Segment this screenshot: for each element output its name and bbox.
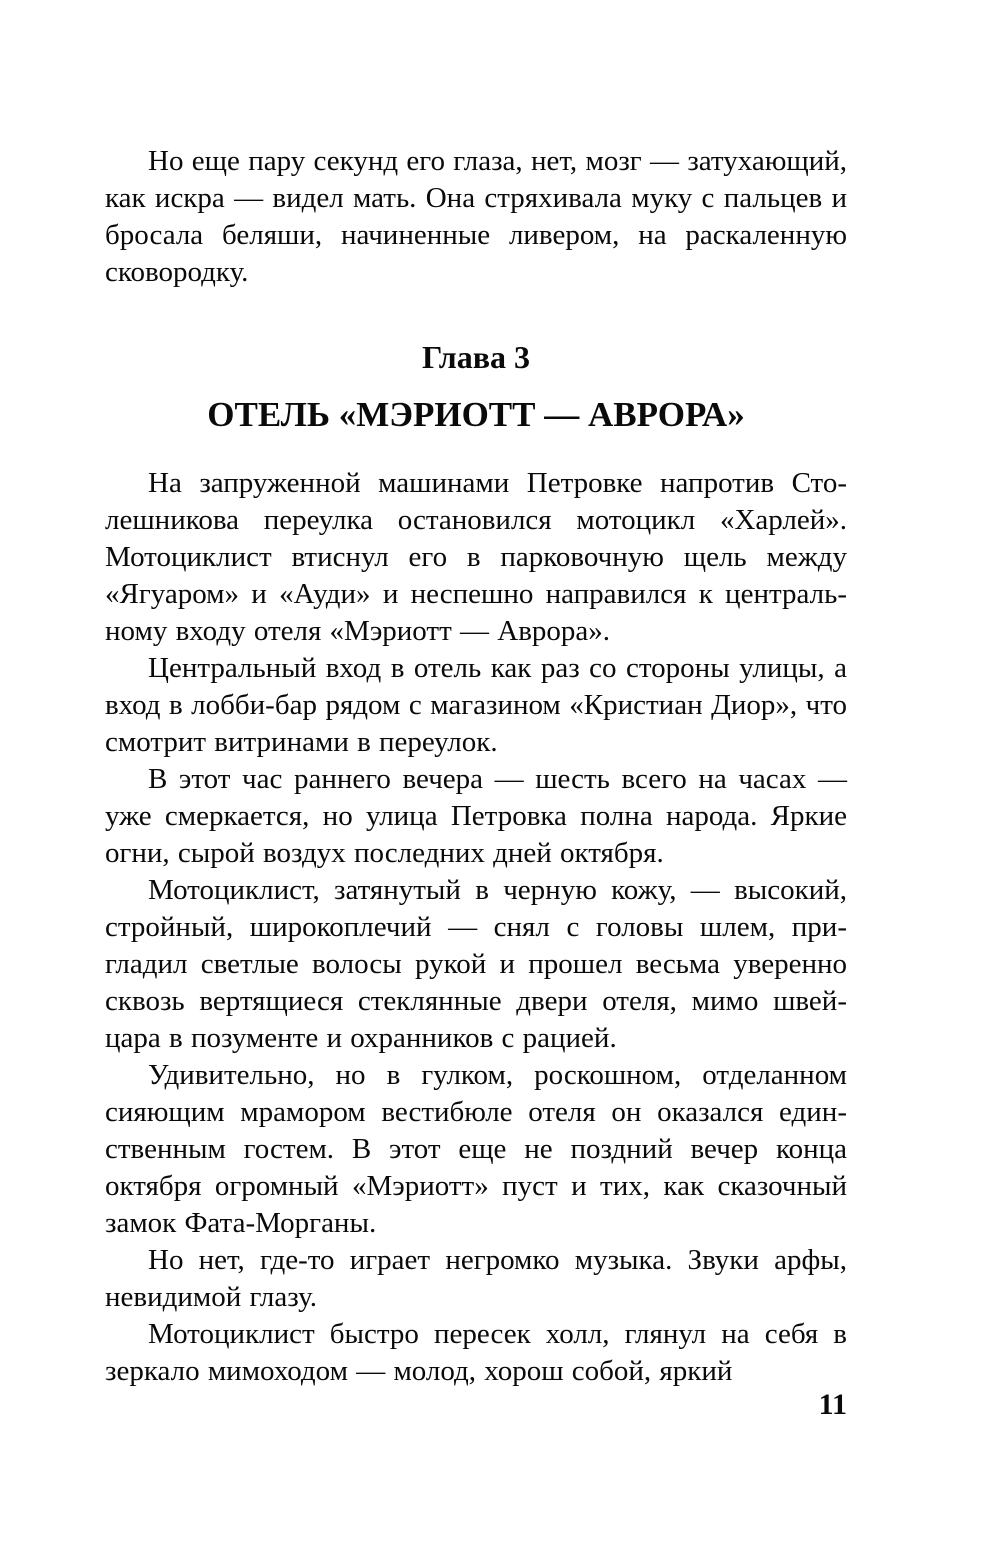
intro-paragraph: Но еще пару секунд его глаза, нет, мозг — затухающий, как искра — видел мать. Она стряхивала муку с пальцев и бросала беляши, начиненные ливером, на раскаленную сковородку. [105,145,847,288]
body-paragraph: Мотоциклист, затянутый в черную кожу, — высокий, стройный, широкоплечий — снял с головы шлем, пригладил светлые волосы рукой и прошел весьма уверенно сквозь вертящиеся стеклянные двери отеля, мимо швейцара в позументе и охранников с рацией. [105,874,847,1054]
chapter-label: Глава 3 [422,339,530,375]
body-paragraph: На запруженной машинами Петровке напротив Столешникова переулка остановился мотоцикл «Харлей». Мотоциклист втиснул его в парковочную щель между «Ягуаром» и «Ауди» и неспешно направился к центральному входу отеля «Мэриотт — Аврора». [105,467,847,647]
body-paragraph: Но нет, где-то играет негромко музыка. Звуки арфы, невидимой глазу. [105,1244,847,1313]
page-number: 11 [818,1388,847,1421]
chapter-title: ОТЕЛЬ «МЭРИОТТ — АВРОРА» [207,395,745,434]
body-paragraph: Удивительно, но в гулком, роскошном, отделанном сияющим мрамором вестибюле отеля он оказался единственным гостем. В этот еще не поздний вечер конца октября огромный «Мэриотт» пуст и тих, как сказочный замок Фата-Морганы. [105,1059,847,1239]
body-paragraph: Центральный вход в отель как раз со стороны улицы, а вход в лобби-бар рядом с магазином «Кристиан Диор», что смотрит витринами в переулок. [105,652,847,758]
body-paragraph: Мотоциклист быстро пересек холл, глянул на себя в зеркало мимоходом — молод, хорош собой, яркий [105,1318,847,1387]
text-block [105,143,847,1390]
body-paragraph: В этот час раннего вечера — шесть всего на часах — уже смеркается, но улица Петровка полна народа. Яркие огни, сырой воздух последних дней октября. [105,763,847,869]
